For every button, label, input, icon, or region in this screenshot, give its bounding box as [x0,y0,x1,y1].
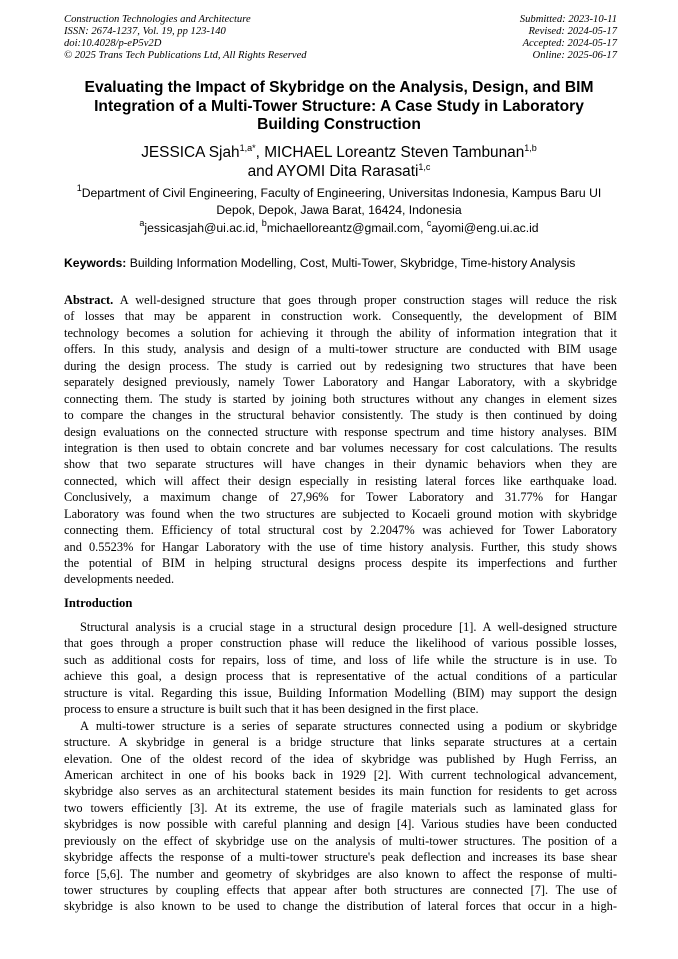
doi: doi:10.4028/p-eP5v2D [64,38,162,49]
email-mark: c [426,218,432,228]
paragraph-line: skybridges is now possible with careful planning and design [4]. Various studies have been conducted [64,817,617,832]
paragraph-line: structure is vital. Regarding this issue, Building Information Modelling (BIM) may support the design [64,685,617,700]
emails [40,218,638,235]
author-1-affil: 1,a* [239,143,256,153]
journal-info [64,14,307,62]
introduction-body [64,619,617,915]
title-line: Building Construction [257,116,421,133]
paragraph-line: Structural analysis is a crucial stage in a structural design procedure [1]. A well-designed structure [80,620,617,634]
paragraph-line: American architect in one of his books back in 1929 [2]. With current technological advancement, [64,767,617,782]
issn: ISSN: 2674-1237, Vol. 19, pp 123-140 [64,26,226,37]
author-3-affil: 1,c [418,162,431,172]
author-2-affil: 1,b [524,143,537,153]
abstract-line: and 0.5523% for Hangar Laboratory with the use of time history analysis. Further, this study shows [64,539,617,554]
abstract-line: show that two separate structures will have changes in their dynamic behaviors when they are [64,457,617,472]
abstract-line: connecting them. Efficiency of total structural cost by 2.2047% was achieved for Tower Laboratory [64,523,617,538]
abstract-line: of losses that may be apparent in construction work. Consequently, the development of BIM [64,309,617,324]
email-mark: b [261,218,267,228]
abstract-line: to compare the changes in the structural behavior consistently. The study is then continued by doing [64,408,617,423]
journal-name: Construction Technologies and Architecture [64,14,251,25]
abstract [64,292,617,588]
paragraph-line: two towers efficiently [3]. At its extreme, the use of fragile materials such as laminated glass for [64,800,617,815]
email-link[interactable]: michaelloreantz@gmail.com, [266,221,427,235]
paragraph-line: force [5,6]. The number and geometry of skybridges are also known to affect the response of multi- [64,866,617,881]
author-1: JESSICA Sjah [141,144,240,161]
accepted-date: Accepted: 2024-05-17 [522,38,617,49]
keywords-text: Building Information Modelling, Cost, Multi-Tower, Skybridge, Time-history Analysis [126,256,576,270]
abstract-label: Abstract. [64,293,114,307]
abstract-line: Laboratory was found when the two structures are subjected to Kocaeli ground motion with skybridge [64,506,617,521]
abstract-line: connected, which will affect their design especially in resisting lateral forces like earthquake load. [64,473,617,488]
copyright: © 2025 Trans Tech Publications Ltd, All Rights Reserved [64,50,307,61]
paragraph-line: elevation. One of the oldest record of the idea of skybridge was published by Hugh Ferriss, an [64,751,617,766]
authors [40,143,638,181]
affil-line: Depok, Depok, Jawa Barat, 16424, Indonesia [216,203,462,217]
title-line: Evaluating the Impact of Skybridge on the Analysis, Design, and BIM [84,79,594,96]
abstract-line: connecting them. The study is started by joining both structures without any changes in element sizes [64,391,617,406]
affiliation [40,185,638,219]
abstract-line: integration is then used to obtain concrete and bar volumes necessary for cost calculations. The results [64,440,617,455]
email-link[interactable]: jessicasjah@ui.ac.id, [144,221,262,235]
email-link[interactable]: ayomi@eng.ui.ac.id [431,221,539,235]
paragraph-line: skybridge affects the response of a multi-tower structure's peak deflection and increases its base shear [64,850,617,865]
abstract-line: design evaluations on the connected structure with response spectrum and time history analyses. BIM [64,424,617,439]
dates-info [520,14,617,62]
submitted-date: Submitted: 2023-10-11 [519,14,617,25]
title-line: Integration of a Multi-Tower Structure: A Case Study in Laboratory [94,97,584,115]
affil-line: Department of Civil Engineering, Faculty of Engineering, Universitas Indonesia, Kampus Baru UI [81,186,602,200]
and-text: and [247,163,277,180]
paragraph-line: previously on the effect of skybridge use on the analysis of multi-tower structures. The position of a [64,833,617,848]
separator: , [255,144,265,161]
abstract-text: A well-designed structure that goes through proper construction stages will reduce the risk [113,293,617,307]
paragraph-line: skybridge also serves as an architectural statement besides its main function for residents to get across [64,784,617,799]
paragraph-line: such as additional costs for repairs, loss of time, and loss of life while the structure is in use. To [64,652,617,667]
keywords-label: Keywords: [64,256,127,270]
abstract-line: the potential of BIM in helping structural designs process despite its imperfections and further [64,556,617,570]
author-3: AYOMI Dita Rarasati [276,163,419,180]
paragraph-line: process to ensure a structure is built such that it has been designed in the first place. [64,702,479,717]
abstract-line: separately designed previously, namely Tower Laboratory and Hangar Laboratory, with a skybridge [64,375,617,390]
abstract-line: during the design process. The study is carried out by redesigning two structures that have been [64,358,617,373]
paragraph-line: A multi-tower structure is a series of separate structures connected using a podium or skybridge [80,718,617,733]
paragraph-line: tower structures by coupling effects that appear after both structures are connected [7]. The use of [64,883,617,897]
abstract-line: technology becomes a solution for achieving it through the ability of information integration that it [64,325,617,340]
abstract-line: Conclusively, a maximum change of 27,96% for Tower Laboratory and 31.77% for Hangar [64,490,617,505]
keywords [64,256,575,270]
abstract-line [64,292,617,308]
abstract-line: offers. In this study, analysis and design of a multi-tower structure are conducted with BIM usage [64,342,617,357]
online-date: Online: 2025-06-17 [532,50,617,61]
paragraph-line: structure. A skybridge in general is a bridge structure that links separate structures at a certain [64,735,617,750]
paragraph-line: achieve this goal, a design process that is representative of the actual conditions of a particular [64,669,617,684]
paragraph-line: skybridge is also known to be used to change the distribution of lateral forces that occur in a high- [64,899,617,914]
author-2: MICHAEL Loreantz Steven Tambunan [264,144,525,161]
revised-date: Revised: 2024-05-17 [528,26,617,37]
affil-mark: 1 [76,183,82,193]
abstract-line: developments needed. [64,572,175,587]
section-heading-introduction: Introduction [64,596,133,610]
paragraph-line: that goes through a proper construction phase will reduce the likelihood of various possible losses, [64,636,617,651]
email-mark: a [139,218,145,228]
paper-title [40,79,638,135]
